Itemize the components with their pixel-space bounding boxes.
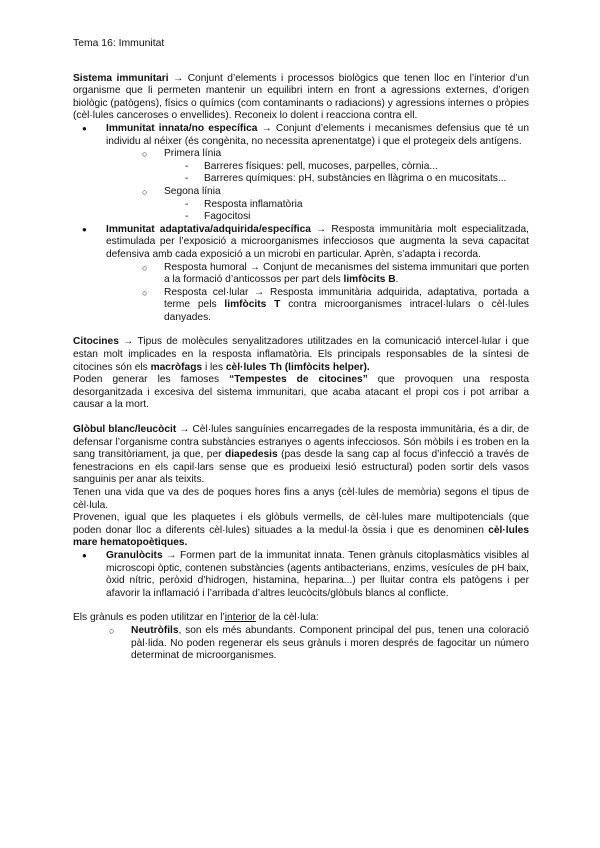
definition-sistema-immunitari: → Conjunt d’elements i processos biològics que tenen lloc en l’interior d’un organisme que li permeten mantenir un equilibri intern en front a agressions externes, d’origen biològic (patògens), físics o químics (com contaminants o radiacions) y agressions internes o pròpies (cèl·lules canceroses o envellides). Reconeix lo dolent i reacciona contra ell. xyxy=(73,72,529,122)
text-span: Els grànuls es poden utilitzar en l’ xyxy=(73,612,225,624)
text-span: (pas desde la sang cap al focus d’infecció a través de fenestracions en els capil·lars sense que es produeixi lesió estructural) poden sortir dels vasos sanguinis per anar als teixits. xyxy=(73,449,529,486)
paragraph-globul-blanc xyxy=(73,424,529,487)
text-resposta-cellular-end: contra microorganismes intracel·lulars o cèl·lules danyades. xyxy=(164,299,530,323)
paragraph-provenen xyxy=(73,512,529,550)
list-item-primera-linia xyxy=(142,148,529,186)
text-span: → Tipus de molècules senyalitzadores utilitzades en la comunicació intercel·lular i que estan molt implicades en la resposta inflamatòria. Els principals responsables de la síntesi de citocines són els xyxy=(73,336,529,373)
label-primera-linia: Primera línia xyxy=(164,148,222,160)
definition-immunitat-innata: → Conjunt d’elements i mecanismes defensius que té un individu al néixer (és congènita, no necessita aprenentatge) i que el protegeix dels antígens. xyxy=(106,122,529,147)
text-span: de la cèl·lula: xyxy=(255,612,319,624)
paragraph-granuls xyxy=(73,612,529,625)
text-span: i les xyxy=(202,361,226,373)
term-neutrofils: Neutròfils xyxy=(131,624,179,636)
term-granulocits: Granulòcits xyxy=(106,549,163,561)
list-item: - Barreres químiques: pH, substàncies en llàgrima o en mucositats... xyxy=(185,173,529,186)
list-item: - Barreres físiques: pell, mucoses, parpelles, còrnia... xyxy=(185,161,529,174)
term-diapedesis: diapedesis xyxy=(224,449,278,461)
term-limfocits-t: limfòcits T xyxy=(224,299,281,311)
punctuation: . xyxy=(395,274,399,286)
term-immunitat-adaptativa: Immunitat adaptativa/adquirida/específica xyxy=(106,223,311,235)
paragraph-tempestes xyxy=(73,374,529,412)
immunity-types-list xyxy=(73,123,529,325)
list-item-resposta-cellular xyxy=(142,287,529,325)
granuls-sublist xyxy=(73,625,529,663)
list-item: - Resposta inflamatòria xyxy=(185,199,529,212)
definition-granulocits: → Formen part de la immunitat innata. Tenen grànuls citoplasmàtics visibles al microscopi òptic, contenen substàncies (agents antibacterians, enzims, vesícules de pH baix, òxid nítric, peròxid d’hidrogen, histamina, heparina...) per lluitar contra els patògens i per afavorir la inflamació i l’arribada d’altres leucòcits/glòbuls blancs al conflicte. xyxy=(106,549,529,599)
list-item: - Fagocitosi xyxy=(185,211,529,224)
granulocits-list xyxy=(73,550,529,600)
paragraph-vida: Tenen una vida que va des de poques hores fins a anys (cèl·lules de memòria) segons el tipus de cèl·lula. xyxy=(73,487,529,511)
term-cellules-mare: cèl·lules mare hematopoètiques. xyxy=(73,524,529,549)
adaptativa-sublist xyxy=(106,262,529,325)
text-resposta-humoral: Resposta humoral → Conjunt de mecanismes del sistema immunitari que porten a la formació d’anticossos per part dels xyxy=(164,261,529,286)
list-item-immunitat-innata xyxy=(73,123,529,224)
text-resposta-cellular: Resposta cel·lular → Resposta immunitària adquirida, adaptativa, portada a terme pels xyxy=(164,286,529,311)
term-macrofags: macròfags xyxy=(150,361,203,373)
primera-linia-sublist xyxy=(164,161,529,186)
underlined-interior: interior xyxy=(224,612,256,624)
innata-sublist xyxy=(106,148,529,224)
paragraph-citocines xyxy=(73,336,529,374)
text-span: que provoquen una resposta desorganitzada i excesiva del sistema immunitari, que acaba atacant el propi cos i pot arribar a causar a la mort. xyxy=(73,374,529,411)
list-item-segona-linia xyxy=(142,186,529,224)
list-item-neutrofils xyxy=(109,625,529,663)
text-span: → Cèl·lules sanguínies encarregades de la resposta immunitària, és a dir, de defensar l’organisme contra substàncies estranyes o agents infecciosos. Són mòbils i es troben en la sang transitòriament, ja que, per xyxy=(73,424,529,461)
document-title: Tema 16: Immunitat xyxy=(73,38,165,49)
term-cellules-th: cèl·lules Th (limfòcits helper). xyxy=(225,361,370,373)
term-limfocits-b: limfòcits B xyxy=(343,274,396,286)
text-span: Provenen, igual que les plaquetes i els glòbuls vermells, de cèl·lules mare multipotencials (que poden donar lloc a diferents cèl·lules) situades a la medul·la òssia i que es denominen xyxy=(73,512,529,536)
definition-neutrofils: , son els més abundants. Component principal del pus, tenen una coloració pàl·lida. No poden regenerar els seus grànuls i moren després de fagocitar un número determinat de microorganismes. xyxy=(131,624,529,662)
document-page xyxy=(73,38,529,663)
text-span: Poden generar les famoses xyxy=(73,374,230,386)
list-item-resposta-humoral xyxy=(142,262,529,287)
list-item-immunitat-adaptativa xyxy=(73,224,529,325)
list-item-granulocits xyxy=(73,550,529,600)
segona-linia-sublist xyxy=(164,199,529,224)
label-segona-linia: Segona línia xyxy=(164,185,221,197)
term-globul-blanc: Glòbul blanc/leucòcit xyxy=(73,424,177,436)
term-tempestes: “Tempestes de citocines” xyxy=(229,374,368,386)
term-immunitat-innata: Immunitat innata/no específica xyxy=(106,122,258,134)
definition-immunitat-adaptativa: → Resposta immunitària molt especialitzada, estimulada per l’exposició a microorganismes infecciosos que augmenta la seva capacitat defensiva amb cada exposició a un microbi en particular. Aprèn, s’adapta i recorda. xyxy=(106,223,529,260)
term-citocines: Citocines xyxy=(73,336,119,348)
paragraph-sistema-immunitari xyxy=(73,73,529,123)
term-sistema-immunitari: Sistema immunitari xyxy=(73,72,169,84)
